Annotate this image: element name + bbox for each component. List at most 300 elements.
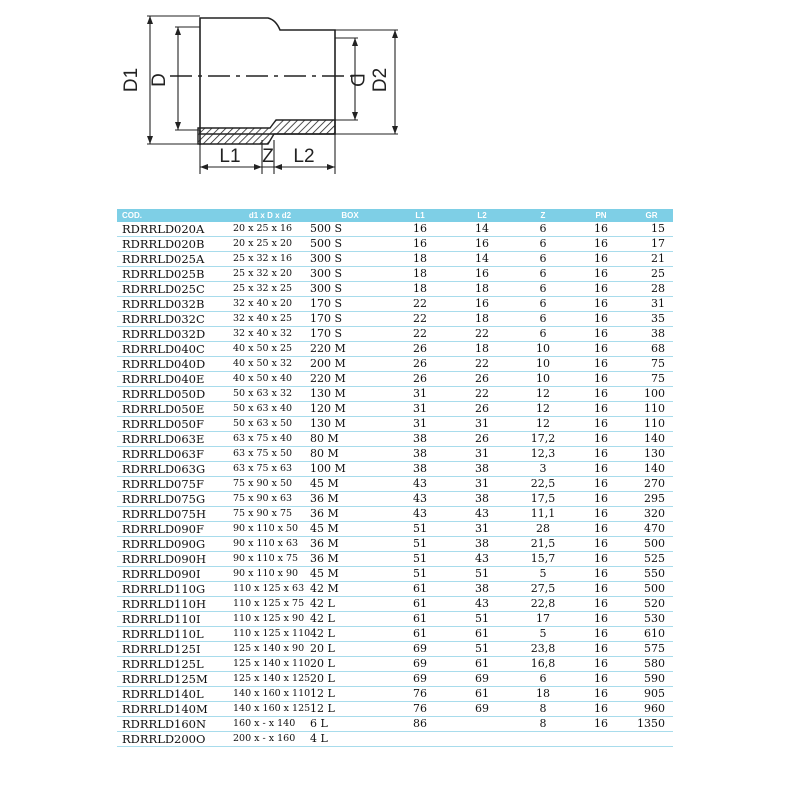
label-d2: D2: [370, 67, 391, 93]
cell-box: 300 S: [310, 282, 390, 297]
table-row: [117, 447, 673, 462]
table-row: [117, 567, 673, 582]
cell-box: 12 L: [310, 702, 390, 717]
cell-z: 3: [514, 462, 572, 477]
table-row: [117, 687, 673, 702]
header-box: BOX: [310, 209, 390, 222]
cell-gr: 75: [630, 357, 673, 372]
cell-dimensions: 40 x 50 x 32: [230, 357, 310, 372]
table-header-row: [117, 209, 673, 222]
cell-gr: 500: [630, 582, 673, 597]
table-row: [117, 267, 673, 282]
cell-gr: 68: [630, 342, 673, 357]
cell-cod: RDRRLD040C: [117, 342, 230, 357]
cell-gr: 500: [630, 537, 673, 552]
cell-z: 6: [514, 327, 572, 342]
cell-cod: RDRRLD025A: [117, 252, 230, 267]
cell-dimensions: 25 x 32 x 20: [230, 267, 310, 282]
cell-z: 17,5: [514, 492, 572, 507]
cell-gr: 1350: [630, 717, 673, 732]
cell-z: 12: [514, 387, 572, 402]
cell-cod: RDRRLD050D: [117, 387, 230, 402]
cell-box: 42 L: [310, 627, 390, 642]
cell-box: 100 M: [310, 462, 390, 477]
cell-gr: 31: [630, 297, 673, 312]
cell-l2: 14: [450, 252, 514, 267]
table-row: [117, 222, 673, 237]
cell-l2: 61: [450, 627, 514, 642]
cell-pn: 16: [572, 327, 630, 342]
cell-l2: 43: [450, 597, 514, 612]
cell-l1: 31: [390, 402, 450, 417]
cell-z: 6: [514, 297, 572, 312]
label-l1: L1: [219, 146, 241, 167]
cell-z: 28: [514, 522, 572, 537]
cell-z: 6: [514, 252, 572, 267]
cell-l1: 86: [390, 717, 450, 732]
table-row: [117, 642, 673, 657]
cell-dimensions: 90 x 110 x 50: [230, 522, 310, 537]
cell-gr: 270: [630, 477, 673, 492]
cell-cod: RDRRLD140L: [117, 687, 230, 702]
cell-pn: 16: [572, 492, 630, 507]
cell-z: 27,5: [514, 582, 572, 597]
cell-dimensions: 50 x 63 x 50: [230, 417, 310, 432]
cell-l1: 61: [390, 582, 450, 597]
cell-box: 200 M: [310, 357, 390, 372]
cell-dimensions: 125 x 140 x 90: [230, 642, 310, 657]
cell-pn: 16: [572, 552, 630, 567]
table-row: [117, 657, 673, 672]
table-row: [117, 717, 673, 732]
cell-l1: 16: [390, 237, 450, 252]
cell-box: 300 S: [310, 252, 390, 267]
cell-l1: 26: [390, 372, 450, 387]
cell-gr: 100: [630, 387, 673, 402]
table-body: [117, 222, 673, 747]
cell-l2: 18: [450, 312, 514, 327]
table-row: [117, 327, 673, 342]
cell-box: 45 M: [310, 522, 390, 537]
cell-box: 20 L: [310, 657, 390, 672]
cell-z: 17: [514, 612, 572, 627]
table-row: [117, 552, 673, 567]
cell-l2: 26: [450, 402, 514, 417]
cell-box: 120 M: [310, 402, 390, 417]
cell-box: 80 M: [310, 447, 390, 462]
cell-dimensions: 110 x 125 x 90: [230, 612, 310, 627]
cell-z: 8: [514, 717, 572, 732]
table-row: [117, 237, 673, 252]
cell-dimensions: 32 x 40 x 32: [230, 327, 310, 342]
cell-cod: RDRRLD090I: [117, 567, 230, 582]
cell-l1: 38: [390, 462, 450, 477]
cell-z: 12: [514, 402, 572, 417]
table-row: [117, 357, 673, 372]
cell-l1: 22: [390, 297, 450, 312]
cell-l2: 38: [450, 462, 514, 477]
cell-cod: RDRRLD125M: [117, 672, 230, 687]
cell-pn: 16: [572, 387, 630, 402]
cell-pn: 16: [572, 252, 630, 267]
cell-l1: 51: [390, 552, 450, 567]
cell-l2: 16: [450, 237, 514, 252]
cell-cod: RDRRLD063G: [117, 462, 230, 477]
cell-dimensions: 75 x 90 x 50: [230, 477, 310, 492]
header-z: Z: [514, 209, 572, 222]
table-row: [117, 627, 673, 642]
cell-pn: 16: [572, 357, 630, 372]
cell-z: 22,8: [514, 597, 572, 612]
cell-l1: 61: [390, 597, 450, 612]
cell-cod: RDRRLD075G: [117, 492, 230, 507]
table-row: [117, 432, 673, 447]
cell-gr: 17: [630, 237, 673, 252]
cell-gr: 960: [630, 702, 673, 717]
cell-gr: 38: [630, 327, 673, 342]
header-gr: GR: [630, 209, 673, 222]
cell-l1: 43: [390, 492, 450, 507]
cell-l1: 61: [390, 627, 450, 642]
cell-z: 10: [514, 342, 572, 357]
cell-cod: RDRRLD090F: [117, 522, 230, 537]
cell-pn: 16: [572, 717, 630, 732]
cell-cod: RDRRLD020A: [117, 222, 230, 237]
cell-cod: RDRRLD032C: [117, 312, 230, 327]
cell-dimensions: 140 x 160 x 125: [230, 702, 310, 717]
table-row: [117, 702, 673, 717]
cell-pn: 16: [572, 627, 630, 642]
cell-pn: 16: [572, 507, 630, 522]
cell-l2: [450, 732, 514, 747]
cell-pn: 16: [572, 267, 630, 282]
cell-z: 10: [514, 372, 572, 387]
cell-dimensions: 63 x 75 x 63: [230, 462, 310, 477]
table-row: [117, 342, 673, 357]
cell-box: 130 M: [310, 387, 390, 402]
cell-l1: 18: [390, 267, 450, 282]
cell-cod: RDRRLD110L: [117, 627, 230, 642]
cell-box: 45 M: [310, 477, 390, 492]
cell-dimensions: 125 x 140 x 125: [230, 672, 310, 687]
cell-dimensions: 50 x 63 x 40: [230, 402, 310, 417]
cell-gr: 21: [630, 252, 673, 267]
cell-l1: 31: [390, 417, 450, 432]
cell-l2: 51: [450, 567, 514, 582]
cell-z: 10: [514, 357, 572, 372]
cell-z: 8: [514, 702, 572, 717]
cell-dimensions: 90 x 110 x 63: [230, 537, 310, 552]
cell-dimensions: 140 x 160 x 110: [230, 687, 310, 702]
cell-l1: 31: [390, 387, 450, 402]
cell-box: 220 M: [310, 342, 390, 357]
cell-dimensions: 32 x 40 x 25: [230, 312, 310, 327]
table-row: [117, 387, 673, 402]
table-row: [117, 417, 673, 432]
cell-l1: 38: [390, 447, 450, 462]
cell-z: 6: [514, 237, 572, 252]
cell-l2: 18: [450, 342, 514, 357]
table-row: [117, 297, 673, 312]
cell-z: 17,2: [514, 432, 572, 447]
cell-box: 36 M: [310, 552, 390, 567]
cell-z: [514, 732, 572, 747]
cell-l2: 51: [450, 642, 514, 657]
cell-pn: 16: [572, 312, 630, 327]
cell-z: 5: [514, 567, 572, 582]
cell-gr: 130: [630, 447, 673, 462]
cell-dimensions: 160 x - x 140: [230, 717, 310, 732]
cell-l2: 43: [450, 507, 514, 522]
cell-dimensions: 32 x 40 x 20: [230, 297, 310, 312]
cell-pn: 16: [572, 237, 630, 252]
header-l2: L2: [450, 209, 514, 222]
cell-z: 6: [514, 267, 572, 282]
cell-dimensions: 75 x 90 x 63: [230, 492, 310, 507]
cell-z: 18: [514, 687, 572, 702]
cell-l2: 31: [450, 522, 514, 537]
cell-pn: 16: [572, 522, 630, 537]
cell-dimensions: 75 x 90 x 75: [230, 507, 310, 522]
cell-l1: 51: [390, 522, 450, 537]
cell-l2: 22: [450, 387, 514, 402]
cell-dimensions: 110 x 125 x 75: [230, 597, 310, 612]
cell-cod: RDRRLD063E: [117, 432, 230, 447]
cell-l1: 76: [390, 687, 450, 702]
cell-box: 42 L: [310, 597, 390, 612]
cell-z: 11,1: [514, 507, 572, 522]
cell-z: 12: [514, 417, 572, 432]
cell-pn: 16: [572, 222, 630, 237]
cell-l2: 31: [450, 417, 514, 432]
table-row: [117, 252, 673, 267]
cell-cod: RDRRLD050F: [117, 417, 230, 432]
cell-dimensions: 90 x 110 x 90: [230, 567, 310, 582]
cell-box: 42 M: [310, 582, 390, 597]
cell-l1: 76: [390, 702, 450, 717]
cell-dimensions: 25 x 32 x 25: [230, 282, 310, 297]
cell-gr: 295: [630, 492, 673, 507]
cell-dimensions: 20 x 25 x 20: [230, 237, 310, 252]
cell-pn: 16: [572, 462, 630, 477]
cell-box: 80 M: [310, 432, 390, 447]
header-l1: L1: [390, 209, 450, 222]
cell-gr: 520: [630, 597, 673, 612]
cell-l2: 38: [450, 537, 514, 552]
cell-z: 15,7: [514, 552, 572, 567]
cell-gr: [630, 732, 673, 747]
table-row: [117, 582, 673, 597]
cell-gr: 35: [630, 312, 673, 327]
cell-pn: 16: [572, 582, 630, 597]
cell-l1: 18: [390, 252, 450, 267]
cell-cod: RDRRLD075F: [117, 477, 230, 492]
cell-box: 500 S: [310, 222, 390, 237]
cell-box: 130 M: [310, 417, 390, 432]
cell-cod: RDRRLD125L: [117, 657, 230, 672]
table-row: [117, 537, 673, 552]
cell-z: 6: [514, 222, 572, 237]
cell-pn: 16: [572, 342, 630, 357]
table-row: [117, 477, 673, 492]
cell-gr: 25: [630, 267, 673, 282]
cell-dimensions: 50 x 63 x 32: [230, 387, 310, 402]
cell-cod: RDRRLD025B: [117, 267, 230, 282]
header-pn: PN: [572, 209, 630, 222]
cell-l2: [450, 717, 514, 732]
cell-l2: 31: [450, 447, 514, 462]
cell-box: 36 M: [310, 507, 390, 522]
cell-gr: 525: [630, 552, 673, 567]
cell-cod: RDRRLD125I: [117, 642, 230, 657]
cell-l2: 38: [450, 492, 514, 507]
cell-box: 6 L: [310, 717, 390, 732]
cell-z: 6: [514, 672, 572, 687]
reducer-drawing: [0, 0, 800, 200]
cell-pn: 16: [572, 597, 630, 612]
cell-cod: RDRRLD025C: [117, 282, 230, 297]
cell-dimensions: 63 x 75 x 50: [230, 447, 310, 462]
cell-box: 170 S: [310, 297, 390, 312]
cell-cod: RDRRLD160N: [117, 717, 230, 732]
table-row: [117, 672, 673, 687]
cell-gr: 905: [630, 687, 673, 702]
cell-l2: 26: [450, 372, 514, 387]
cell-cod: RDRRLD032B: [117, 297, 230, 312]
cell-l1: 51: [390, 567, 450, 582]
cell-pn: 16: [572, 537, 630, 552]
cell-box: 20 L: [310, 642, 390, 657]
cell-cod: RDRRLD040E: [117, 372, 230, 387]
cell-box: 12 L: [310, 687, 390, 702]
cell-l1: 51: [390, 537, 450, 552]
cell-box: 4 L: [310, 732, 390, 747]
cell-dimensions: 125 x 140 x 110: [230, 657, 310, 672]
cell-gr: 140: [630, 432, 673, 447]
table-row: [117, 597, 673, 612]
cell-pn: 16: [572, 282, 630, 297]
table-row: [117, 372, 673, 387]
cell-z: 22,5: [514, 477, 572, 492]
cell-l2: 43: [450, 552, 514, 567]
cell-gr: 75: [630, 372, 673, 387]
cell-box: 170 S: [310, 327, 390, 342]
table-row: [117, 282, 673, 297]
cell-cod: RDRRLD090G: [117, 537, 230, 552]
cell-l1: 26: [390, 342, 450, 357]
cell-box: 36 M: [310, 492, 390, 507]
header-cod: COD.: [117, 209, 230, 222]
cell-l2: 18: [450, 282, 514, 297]
cell-box: 170 S: [310, 312, 390, 327]
cell-gr: 580: [630, 657, 673, 672]
cell-cod: RDRRLD050E: [117, 402, 230, 417]
table-row: [117, 507, 673, 522]
cell-gr: 575: [630, 642, 673, 657]
cell-cod: RDRRLD110H: [117, 597, 230, 612]
cell-gr: 110: [630, 417, 673, 432]
cell-l2: 22: [450, 327, 514, 342]
cell-dimensions: 90 x 110 x 75: [230, 552, 310, 567]
cell-dimensions: 63 x 75 x 40: [230, 432, 310, 447]
cell-dimensions: 20 x 25 x 16: [230, 222, 310, 237]
cell-dimensions: 25 x 32 x 16: [230, 252, 310, 267]
cell-z: 21,5: [514, 537, 572, 552]
cell-gr: 320: [630, 507, 673, 522]
cell-cod: RDRRLD063F: [117, 447, 230, 462]
cell-l2: 31: [450, 477, 514, 492]
cell-dimensions: 200 x - x 160: [230, 732, 310, 747]
cell-pn: 16: [572, 687, 630, 702]
cell-box: 500 S: [310, 237, 390, 252]
cell-l1: 16: [390, 222, 450, 237]
cell-gr: 590: [630, 672, 673, 687]
cell-pn: 16: [572, 477, 630, 492]
label-d-left: D: [149, 73, 170, 87]
cell-cod: RDRRLD020B: [117, 237, 230, 252]
cell-pn: 16: [572, 702, 630, 717]
table-row: [117, 312, 673, 327]
cell-gr: 110: [630, 402, 673, 417]
cell-pn: [572, 732, 630, 747]
cell-z: 23,8: [514, 642, 572, 657]
cell-box: 20 L: [310, 672, 390, 687]
cell-z: 5: [514, 627, 572, 642]
cell-l1: 61: [390, 612, 450, 627]
cell-l1: 22: [390, 312, 450, 327]
label-z: Z: [262, 146, 274, 167]
cell-l2: 22: [450, 357, 514, 372]
cell-l2: 26: [450, 432, 514, 447]
table-row: [117, 402, 673, 417]
cell-cod: RDRRLD200O: [117, 732, 230, 747]
cell-l2: 51: [450, 612, 514, 627]
cell-l2: 14: [450, 222, 514, 237]
cell-l2: 16: [450, 267, 514, 282]
cell-cod: RDRRLD140M: [117, 702, 230, 717]
cell-gr: 28: [630, 282, 673, 297]
cell-box: 300 S: [310, 267, 390, 282]
cell-l1: [390, 732, 450, 747]
cell-pn: 16: [572, 657, 630, 672]
cell-l2: 61: [450, 657, 514, 672]
cell-l1: 26: [390, 357, 450, 372]
cell-dimensions: 40 x 50 x 25: [230, 342, 310, 357]
cell-dimensions: 40 x 50 x 40: [230, 372, 310, 387]
cell-cod: RDRRLD110G: [117, 582, 230, 597]
cell-z: 6: [514, 312, 572, 327]
cell-gr: 470: [630, 522, 673, 537]
cell-pn: 16: [572, 567, 630, 582]
cell-l1: 43: [390, 477, 450, 492]
cell-pn: 16: [572, 642, 630, 657]
cell-gr: 140: [630, 462, 673, 477]
cell-cod: RDRRLD110I: [117, 612, 230, 627]
cell-pn: 16: [572, 417, 630, 432]
hatched-wall: [198, 120, 335, 144]
cell-gr: 15: [630, 222, 673, 237]
cell-l2: 61: [450, 687, 514, 702]
cell-l1: 38: [390, 432, 450, 447]
cell-z: 16,8: [514, 657, 572, 672]
cell-l1: 69: [390, 657, 450, 672]
cell-box: 45 M: [310, 567, 390, 582]
table-row: [117, 492, 673, 507]
cell-z: 12,3: [514, 447, 572, 462]
cell-l1: 43: [390, 507, 450, 522]
cell-pn: 16: [572, 372, 630, 387]
cell-pn: 16: [572, 447, 630, 462]
